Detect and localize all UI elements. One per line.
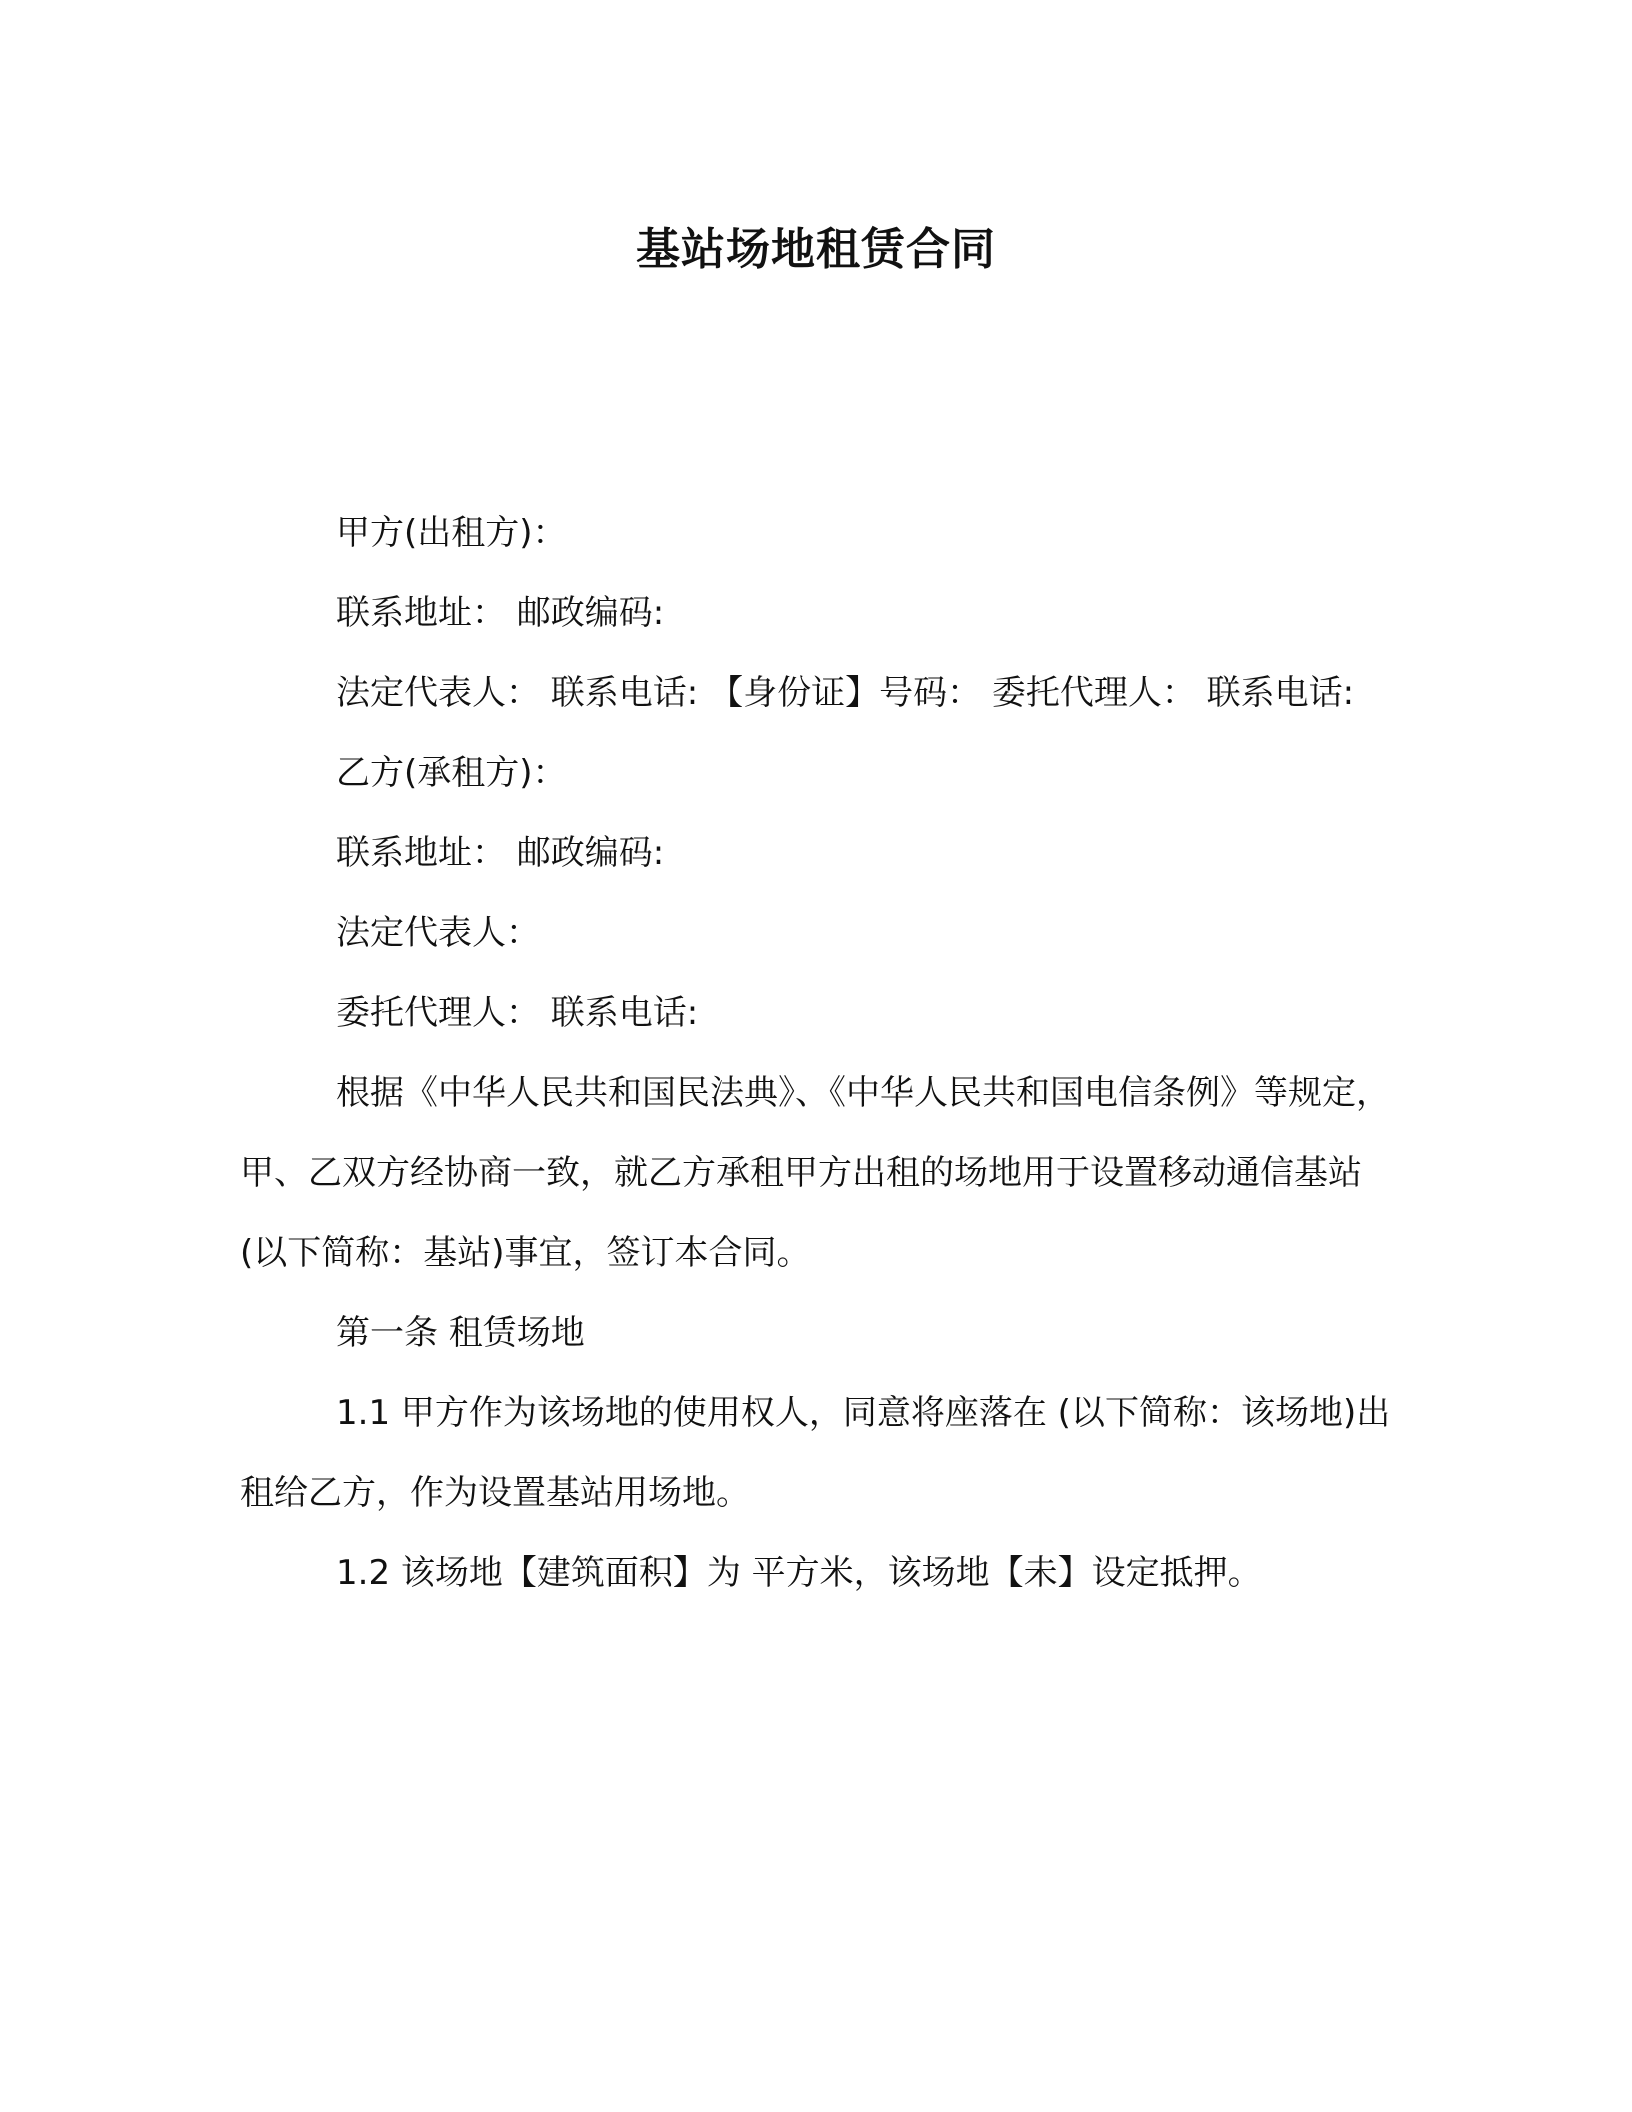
paragraph-lessee-address: 联系地址： 邮政编码: — [336, 833, 665, 873]
paragraph-preamble: 根据《中华人民共和国民法典》、《中华人民共和国电信条例》等规定，甲、乙双方经协商一致，就乙方承租甲方出租的场地用于设置移动通信基站(以下简称：基站)事宜，签订本合同。 — [240, 1073, 1390, 1273]
document-title: 基站场地租赁合同 — [636, 224, 996, 275]
article-1-heading: 第一条 租赁场地 — [336, 1313, 585, 1353]
paragraph-lessee-representative: 法定代表人： — [336, 913, 540, 953]
paragraph-lessor-representative: 法定代表人： 联系电话: 【身份证】号码： 委托代理人： 联系电话: — [336, 673, 1355, 713]
document-body — [240, 493, 1392, 1613]
paragraph-lessor: 甲方(出租方)： — [336, 513, 567, 553]
paragraph-lessee-agent: 委托代理人： 联系电话: — [336, 993, 699, 1033]
paragraph-lessor-address: 联系地址： 邮政编码: — [336, 593, 665, 633]
clause-1-1: 1.1 甲方作为该场地的使用权人，同意将座落在 (以下简称：该场地)出租给乙方，作为设置基站用场地。 — [240, 1393, 1391, 1513]
clause-1-2: 1.2 该场地【建筑面积】为 平方米，该场地【未】设定抵押。 — [336, 1553, 1262, 1593]
paragraph-lessee: 乙方(承租方)： — [336, 753, 567, 793]
